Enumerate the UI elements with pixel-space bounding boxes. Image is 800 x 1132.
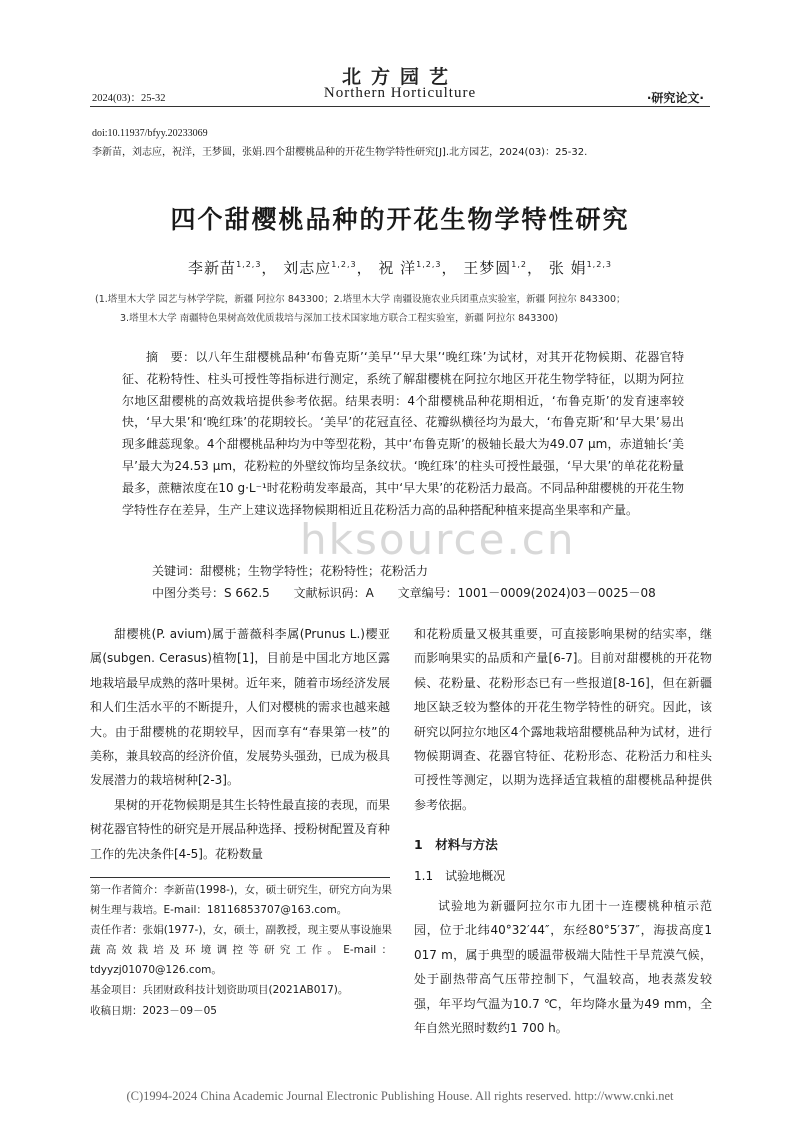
abstract-label: 摘 要： [146, 350, 196, 364]
footnote-received-date: 收稿日期：2023－09－05 [90, 1004, 217, 1017]
body-left-column [90, 622, 390, 866]
watermark-text: hksource.cn [300, 515, 576, 564]
author-list: 李新苗$^{1,2,3}$， 刘志应$^{1,2,3}$， 祝 洋$^{1,2,3}$， 王梦圆$^{1,2}$， 张 娟$^{1,2,3}$ [188, 259, 612, 277]
footnote-funding: 基金项目：兵团财政科技计划资助项目(2021AB017)。 [90, 984, 349, 997]
classification-line [152, 584, 676, 601]
footnote-divider [90, 877, 390, 878]
affiliation-line-1: (1.塔里木大学 园艺与林学学院，新疆 阿拉尔 843300；2.塔里木大学 南疆设施农业兵团重点实验室，新疆 阿拉尔 843300； [95, 294, 626, 305]
body-paragraph: 试验地为新疆阿拉尔市九团十一连樱桃种植示范园，位于北纬40°32′44″，东经80°5′37″，海拔高度1 017 m，属于典型的暖温带极端大陆性干旱荒漠气候，处于副热带高气压带控制下，气温较高，地表蒸发较强，年平均气温为10.7 ℃，年均降水量为49 mm，全年自然光照时数约1 700 h。 [414, 899, 712, 1036]
section-heading: 1 材料与方法 [414, 837, 498, 853]
abstract [122, 347, 684, 521]
body-paragraph: 甜樱桃(P. avium)属于蔷薇科李属(Prunus L.)樱亚属(subgen. Cerasus)植物[1]，目前是中国北方地区露地栽培最早成熟的落叶果树。近年来，随着市场经济发展和人们生活水平的不断提升，人们对樱桃的需求也越来越大。由于甜樱桃的花期较早，因而享有“春果第一枝”的美称，兼具较高的经济价值，发展势头强劲，已成为极具发展潜力的栽培树种[2-3]。 [90, 627, 391, 788]
doi-line[interactable]: doi:10.11937/bfyy.20233069 [92, 128, 208, 139]
copyright-footer: (C)1994-2024 China Academic Journal Electronic Publishing House. All rights reserved. http://www.cnki.net [126, 1089, 674, 1103]
column-label: ·研究论文· [646, 91, 704, 105]
article-number: 文章编号：1001－0009(2024)03－0025－08 [397, 586, 656, 600]
author-name: 王梦圆 [463, 259, 512, 277]
author-name: 祝 洋 [378, 259, 417, 277]
subsection-heading: 1.1 试验地概况 [414, 868, 506, 883]
keywords-text: 甜樱桃；生物学特性；花粉特性；花粉活力 [200, 564, 429, 578]
affiliation-line-2: 3.塔里木大学 南疆特色果树高效优质栽培与深加工技术国家地方联合工程实验室，新疆 阿拉尔 843300) [120, 313, 559, 324]
keywords [152, 562, 428, 579]
abstract-text: 以八年生甜樱桃品种‘布鲁克斯’‘美早’‘早大果’‘晚红珠’为试材，对其开花物候期、花器官特征、花粉特性、柱头可授性等指标进行测定，系统了解甜樱桃在阿拉尔地区开花生物学特征，以期为阿拉尔地区甜樱桃的高效栽培提供参考依据。结果表明：4个甜樱桃品种花期相近，‘布鲁克斯’的发育速率较快，‘早大果’和‘晚红珠’的花期较长。‘美早’的花冠直径、花瓣纵横径均为最大，‘布鲁克斯’和‘早大果’易出现多雌蕊现象。4个甜樱桃品种均为中等型花粉，其中‘布鲁克斯’的极轴长最大为49.07 μm，赤道轴长‘美早’最大为24.53 μm，花粉粒的外壁纹饰均呈条纹状。‘晚红珠’的柱头可授性最强，‘早大果’的单花花粉量最多，蔗糖浓度在10 g·L⁻¹时花粉萌发率最高，其中‘早大果’的花粉活力最高。不同品种甜樱桃的开花生物学特性存在差异，生产上建议选择物候期相近且花粉活力高的品种搭配种植来提高坐果率和产量。 [122, 350, 684, 517]
body-paragraph: 和花粉质量又极其重要，可直接影响果树的结实率，继而影响果实的品质和产量[6-7]。目前对甜樱桃的开花物候、花粉量、花粉形态已有一些报道[8-16]，但在新疆地区缺乏较为整体的开花生物学特性的研究。因此，该研究以阿拉尔地区4个露地栽培甜樱桃品种为试材，进行物候期调查、花器官特征、花粉形态、花粉活力和柱头可授性等测定，以期为选择适宜栽植的甜樱桃品种提供参考依据。 [414, 627, 712, 812]
clc-number: 中图分类号：S 662.5 [152, 586, 270, 600]
citation-line: 李新苗，刘志应，祝洋，王梦圆，张娟.四个甜樱桃品种的开花生物学特性研究[J].北方园艺，2024(03)：25-32. [92, 147, 588, 158]
document-code: 文献标识码：A [293, 586, 374, 600]
author-name: 李新苗 [188, 259, 237, 277]
issue-info: 2024(03)：25-32 [92, 93, 166, 104]
body-right-column [414, 622, 712, 1041]
footnote-corresponding-author: 责任作者：张娟(1977-)，女，硕士，副教授，现主要从事设施果蔬高效栽培及环境调控等研究工作。E-mail：tdyyzj01070@126.com。 [90, 924, 392, 977]
body-paragraph: 果树的开花物候期是其生长特性最直接的表现，而果树花器官特性的研究是开展品种选择、授粉树配置及育种工作的先决条件[4-5]。花粉数量 [90, 797, 391, 861]
journal-title-cn: 北方园艺 [341, 66, 458, 88]
keywords-label: 关键词： [152, 564, 201, 578]
author-name: 张 娟 [548, 259, 587, 277]
author-name: 刘志应 [283, 259, 332, 277]
paper-title: 四个甜樱桃品种的开花生物学特性研究 [170, 205, 630, 234]
header-divider [90, 106, 710, 107]
footnote-first-author: 第一作者简介：李新苗(1998-)，女，硕士研究生，研究方向为果树生理与栽培。E-mail：18116853707@163.com。 [90, 884, 392, 917]
footnotes [90, 880, 392, 1021]
journal-title-en: Northern Horticulture [323, 85, 477, 101]
